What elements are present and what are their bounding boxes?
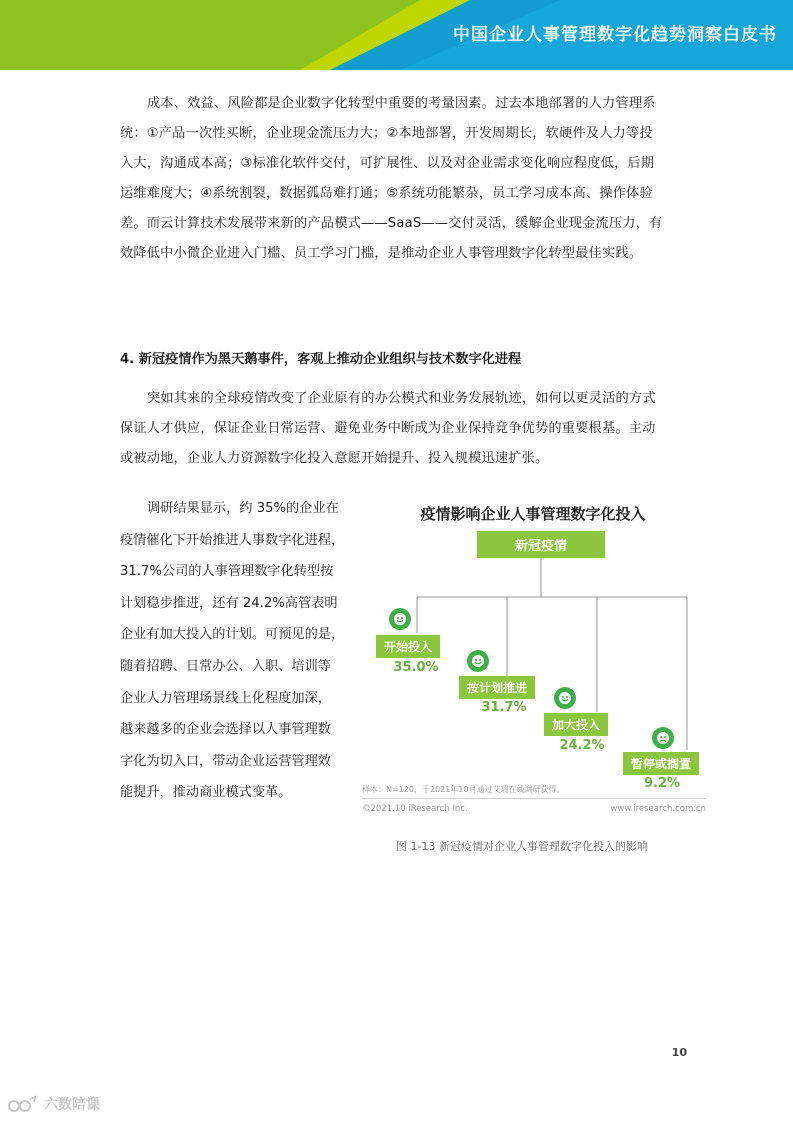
branch-label: 开始投入 <box>376 635 440 658</box>
chart-copyright: ©2021.10 iResearch Inc. <box>362 804 468 814</box>
branch-label: 加大投入 <box>544 713 608 736</box>
branch-label: 暂停或搁置 <box>623 752 699 775</box>
chart-source-site: www.iresearch.com.cn <box>610 804 706 814</box>
text-line: 成本、效益、风险都是企业数字化转型中重要的考量因素。过去本地部署的人力管理系 <box>147 96 656 111</box>
text-line: 企业人力管理场景线上化程度加深， <box>120 690 331 706</box>
text-line: 统：①产品一次性买断，企业现金流压力大；②本地部署，开发周期长，软硬件及人力等投 <box>120 126 653 141</box>
paragraph-cost-benefit <box>120 89 680 269</box>
root-node: 新冠疫情 <box>477 531 605 558</box>
text-line: 31.7%公司的人事管理数字化转型按 <box>120 564 334 580</box>
smile-face-icon <box>389 608 411 630</box>
section-heading: 4. 新冠疫情作为黑天鹅事件，客观上推动企业组织与技术数字化进程 <box>120 352 522 367</box>
text-line: 企业有加大投入的计划。可预见的是， <box>120 627 345 643</box>
header-banner <box>0 0 793 70</box>
smile-face-icon <box>467 650 489 672</box>
text-line: 效降低中小微企业进入门槛、员工学习门槛，是推动企业人事管理数字化转型最佳实践。 <box>120 246 643 261</box>
text-line: 能提升，推动商业模式变革。 <box>120 785 292 801</box>
branch-value: 31.7% <box>481 700 527 715</box>
branch-label: 按计划推进 <box>459 676 535 699</box>
text-line: 字化为切入口，带动企业运营管理效 <box>120 753 331 769</box>
smile-face-icon <box>554 687 576 709</box>
pandemic-impact-chart <box>360 495 706 825</box>
sad-face-icon <box>652 727 674 749</box>
watermark-logo-icon <box>8 1095 38 1113</box>
figure-caption: 图 1-13 新冠疫情对企业人事管理数字化投入的影响 <box>396 840 648 853</box>
branch-value: 35.0% <box>393 660 439 675</box>
branch-value: 9.2% <box>643 776 681 791</box>
chart-note: 样本：N=120，于2021年10月通过艾瑞在线调研获得。 <box>362 785 565 794</box>
text-line: 运维难度大；④系统割裂，数据孤岛难打通；⑤系统功能繁杂，员工学习成本高、操作体验 <box>120 186 653 201</box>
text-line: 差。而云计算技术发展带来新的产品模式——SaaS——交付灵活，缓解企业现金流压力，有 <box>120 216 663 231</box>
page-number: 10 <box>671 1046 687 1059</box>
chart-divider <box>362 798 706 799</box>
text-line: 越来越多的企业会选择以人事管理数 <box>120 722 331 738</box>
document-title: 中国企业人事管理数字化趋势洞察白皮书 <box>453 25 777 45</box>
text-line: 调研结果显示，约 35%的企业在 <box>147 501 339 516</box>
text-line: 计划稳步推进，还有 24.2%高管表明 <box>120 595 338 611</box>
watermark <box>8 1094 100 1114</box>
paragraph-pandemic <box>120 384 680 474</box>
text-line: 或被动地，企业人力资源数字化投入意愿开始提升、投入规模迅速扩张。 <box>120 451 549 466</box>
text-line: 随着招聘、日常办公、入职、培训等 <box>120 658 331 674</box>
paragraph-survey-results <box>120 493 356 809</box>
branch-value: 24.2% <box>559 738 605 753</box>
text-line: 入大，沟通成本高；③标准化软件交付，可扩展性、以及对企业需求变化响应程度低，后期 <box>120 156 655 171</box>
watermark-text: 六数陪课 <box>44 1097 100 1113</box>
text-line: 突如其来的全球疫情改变了企业原有的办公模式和业务发展轨迹，如何以更灵活的方式 <box>147 391 656 406</box>
chart-title: 疫情影响企业人事管理数字化投入 <box>420 505 646 523</box>
text-line: 疫情催化下开始推进人事数字化进程， <box>120 532 345 548</box>
text-line: 保证人才供应，保证企业日常运营、避免业务中断成为企业保持竞争优势的重要根基。主动 <box>120 421 656 436</box>
